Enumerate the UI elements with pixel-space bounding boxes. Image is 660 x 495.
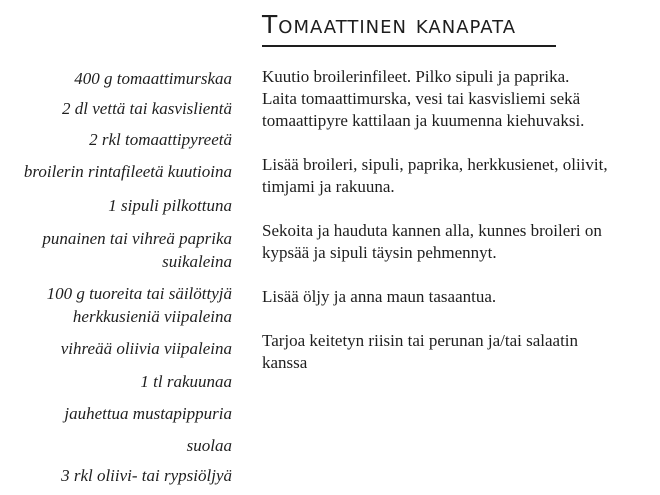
instruction-line: tomaattipyre kattilaan ja kuumenna kiehuvaksi. xyxy=(262,111,585,130)
ingredient-item: 2 rkl tomaattipyreetä xyxy=(89,130,232,149)
instruction-line: timjami ja rakuuna. xyxy=(262,177,395,196)
ingredient-item: 1 sipuli pilkottuna xyxy=(108,196,232,215)
recipe-title: Tomaattinen kanapata xyxy=(262,10,517,39)
instruction-line: Lisää broileri, sipuli, paprika, herkkusienet, oliivit, xyxy=(262,155,608,174)
ingredient-item: 400 g tomaattimurskaa xyxy=(74,69,232,88)
instructions xyxy=(262,66,660,396)
instruction-step xyxy=(262,220,660,264)
instruction-line: Sekoita ja hauduta kannen alla, kunnes broileri on xyxy=(262,221,602,240)
ingredient-item: 1 tl rakuunaa xyxy=(140,372,232,391)
ingredient-item: 2 dl vettä tai kasvislientä xyxy=(62,99,232,118)
ingredient-item: jauhettua mustapippuria xyxy=(64,404,232,423)
instruction-step xyxy=(262,154,660,198)
instruction-line: Kuutio broilerinfileet. Pilko sipuli ja paprika. xyxy=(262,67,570,86)
ingredient-item: 3 rkl oliivi- tai rypsiöljyä xyxy=(61,466,232,485)
ingredient-item: vihreää oliivia viipaleina xyxy=(60,339,232,358)
instruction-line: Laita tomaattimurska, vesi tai kasvisliemi sekä xyxy=(262,89,581,108)
instruction-line: kypsää ja sipuli täysin pehmennyt. xyxy=(262,243,497,262)
ingredient-item: 100 g tuoreita tai säilöttyjä herkkusieniä viipaleina xyxy=(46,284,232,326)
instruction-step xyxy=(262,66,660,132)
title-underline xyxy=(262,45,556,47)
instruction-line: Lisää öljy ja anna maun tasaantua. xyxy=(262,287,497,306)
ingredient-item: broilerin rintafileetä kuutioina xyxy=(23,162,232,181)
ingredient-item: suolaa xyxy=(186,436,232,455)
ingredient-item: punainen tai vihreä paprika suikaleina xyxy=(42,229,232,271)
instruction-line: kanssa xyxy=(262,353,308,372)
instruction-step xyxy=(262,286,660,308)
instruction-step xyxy=(262,330,660,374)
instruction-line: Tarjoa keitetyn riisin tai perunan ja/tai salaatin xyxy=(262,331,579,350)
